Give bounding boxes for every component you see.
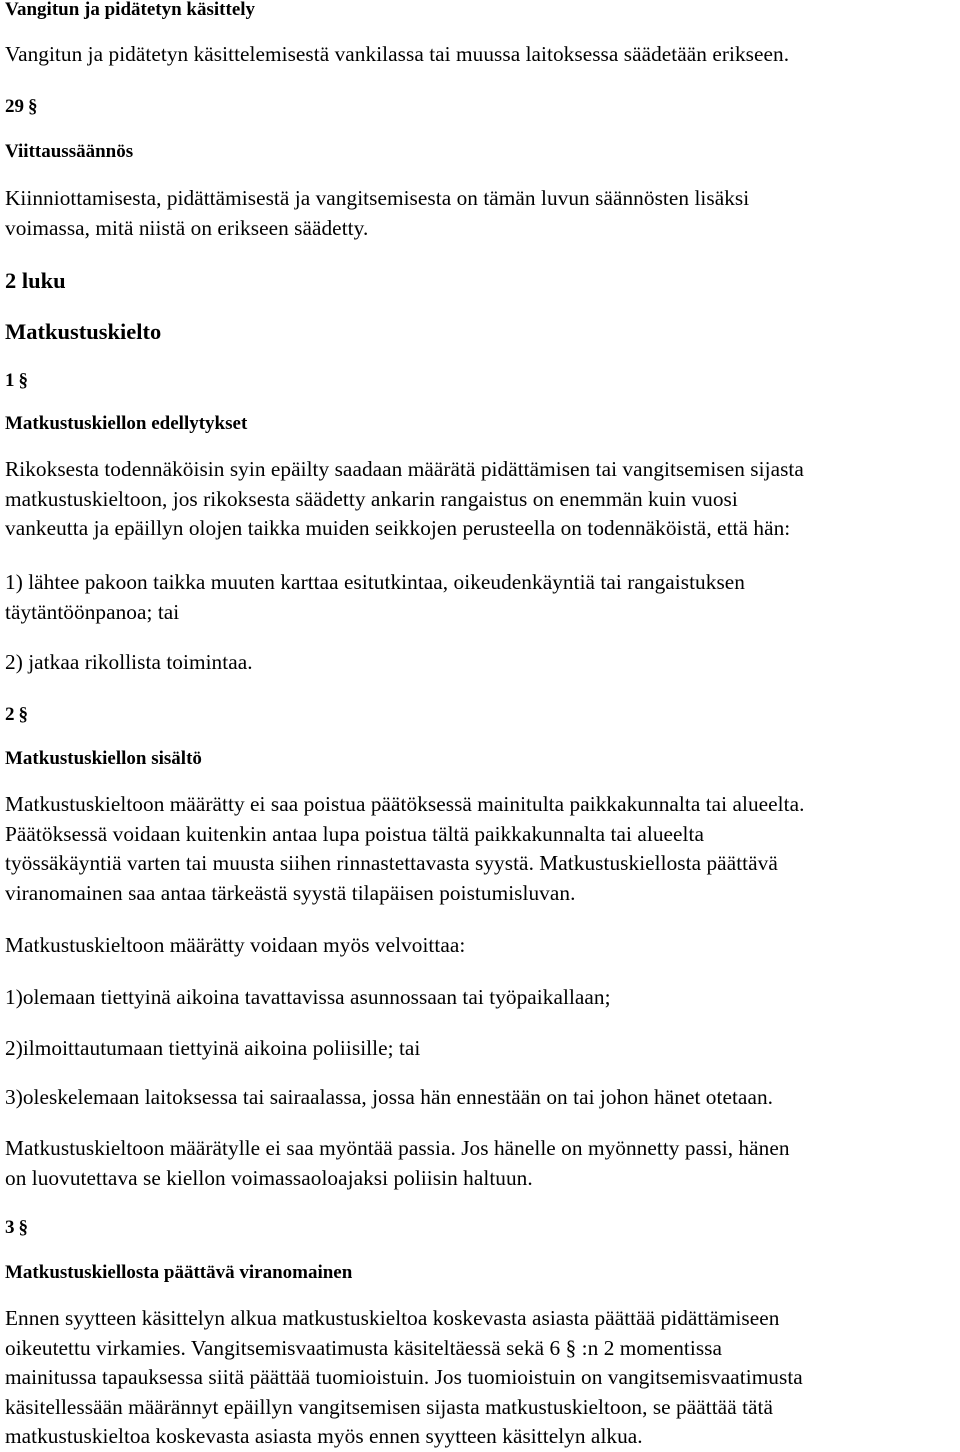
section-number-29 — [5, 96, 957, 118]
section-heading-29: Viittaussäännös — [5, 141, 134, 162]
paragraph-line: Matkustuskieltoon määrätylle ei saa myöntää passia. Jos hänelle on myönnetty passi, hänen — [5, 1136, 790, 1160]
paragraph-1 — [5, 455, 957, 544]
paragraph-29 — [5, 184, 957, 243]
paragraph-line: voimassa, mitä niistä on erikseen säädetty. — [5, 215, 369, 240]
paragraph-3-1 — [5, 1304, 957, 1452]
paragraph-2-2 — [5, 931, 957, 961]
section-number: 2 — [5, 704, 15, 725]
section-number: 1 — [5, 370, 15, 391]
paragraph-line: Matkustuskieltoon määrätty ei saa poistua päätöksessä mainitulta paikkakunnalta tai alueelta. — [5, 792, 805, 816]
paragraph-line: matkustuskieltoon, jos rikoksesta säädetty ankarin rangaistus on enemmän kuin vuosi — [5, 486, 738, 511]
paragraph-line: Ennen syytteen käsittelyn alkua matkustuskieltoa koskevasta asiasta päättää pidättämiseen — [5, 1306, 780, 1330]
paragraph-line: on luovutettava se kiellon voimassaoloajaksi poliisin haltuun. — [5, 1165, 533, 1190]
paragraph-2-1 — [5, 790, 957, 908]
section-sign-icon: § — [18, 704, 28, 725]
list-item-2-1 — [5, 983, 957, 1013]
paragraph-line: 2)ilmoittautumaan tiettyinä aikoina poliisille; tai — [5, 1036, 421, 1060]
section-number: 3 — [5, 1217, 15, 1238]
section-sign-icon: § — [18, 1217, 28, 1238]
paragraph-line: Matkustuskieltoon määrätty voidaan myös velvoittaa: — [5, 933, 466, 957]
section-heading-1: Matkustuskiellon edellytykset — [5, 413, 248, 434]
paragraph-line: Kiinniottamisesta, pidättämisestä ja vangitsemisesta on tämän luvun säännösten lisäksi — [5, 186, 750, 210]
paragraph-line: 2) jatkaa rikollista toimintaa. — [5, 650, 253, 674]
list-item-1-1 — [5, 568, 957, 627]
paragraph-line: vankeutta ja epäillyn olojen taikka muiden seikkojen perusteella on todennäköistä, että hän: — [5, 516, 791, 540]
section-heading-custody: Vangitun ja pidätetyn käsittely — [5, 0, 256, 20]
paragraph-line: 1) lähtee pakoon taikka muuten karttaa esitutkintaa, oikeudenkäyntiä tai rangaistuksen — [5, 570, 745, 594]
paragraph-line: Vangitun ja pidätetyn käsittelemisestä vankilassa tai muussa laitoksessa säädetään erikseen. — [5, 42, 790, 66]
section-heading-2: Matkustuskiellon sisältö — [5, 748, 202, 769]
paragraph-line: 1)olemaan tiettyinä aikoina tavattavissa asunnossaan tai työpaikallaan; — [5, 985, 611, 1009]
section-sign-icon: § — [28, 96, 38, 117]
list-item-2-3 — [5, 1083, 957, 1113]
chapter-number: 2 luku — [5, 268, 66, 293]
section-number-1 — [5, 370, 957, 392]
paragraph-line: työssäkäyntiä varten tai muusta siihen rinnastettavasta syystä. Matkustuskiellosta päättävä — [5, 851, 778, 875]
list-item-2-2 — [5, 1034, 957, 1064]
paragraph-line: mainitussa tapauksessa siitä päättää tuomioistuin. Jos tuomioistuin on vangitsemisvaatimusta — [5, 1365, 803, 1389]
paragraph-line: matkustuskieltoa koskevasta asiasta myös ennen syytteen käsittelyn alkua. — [5, 1424, 643, 1448]
paragraph-line: 3)oleskelemaan laitoksessa tai sairaalassa, jossa hän ennestään on tai johon hänet otetaan. — [5, 1085, 774, 1109]
paragraph-line: täytäntöönpanoa; tai — [5, 599, 180, 624]
chapter-title: Matkustuskielto — [5, 319, 162, 344]
paragraph-line: Päätöksessä voidaan kuitenkin antaa lupa poistua tältä paikkakunnalta tai alueelta — [5, 821, 704, 846]
section-sign-icon: § — [18, 370, 28, 391]
section-number-2 — [5, 704, 957, 726]
section-number: 29 — [5, 96, 24, 117]
paragraph-2-3 — [5, 1134, 957, 1193]
section-number-3 — [5, 1217, 957, 1239]
paragraph-line: käsitellessään määrännyt epäillyn vangitsemisen sijasta matkustuskieltoon, se päättää tätä — [5, 1394, 774, 1419]
paragraph-line: viranomainen saa antaa tärkeästä syystä tilapäisen poistumisluvan. — [5, 880, 576, 905]
list-item-1-2 — [5, 648, 957, 678]
paragraph-line: Rikoksesta todennäköisin syin epäilty saadaan määrätä pidättämisen tai vangitsemisen sijasta — [5, 457, 804, 481]
section-heading-3: Matkustuskiellosta päättävä viranomainen — [5, 1262, 353, 1283]
paragraph-line: oikeutettu virkamies. Vangitsemisvaatimusta käsiteltäessä sekä 6 § :n 2 momentissa — [5, 1335, 723, 1360]
paragraph-custody — [5, 40, 957, 70]
